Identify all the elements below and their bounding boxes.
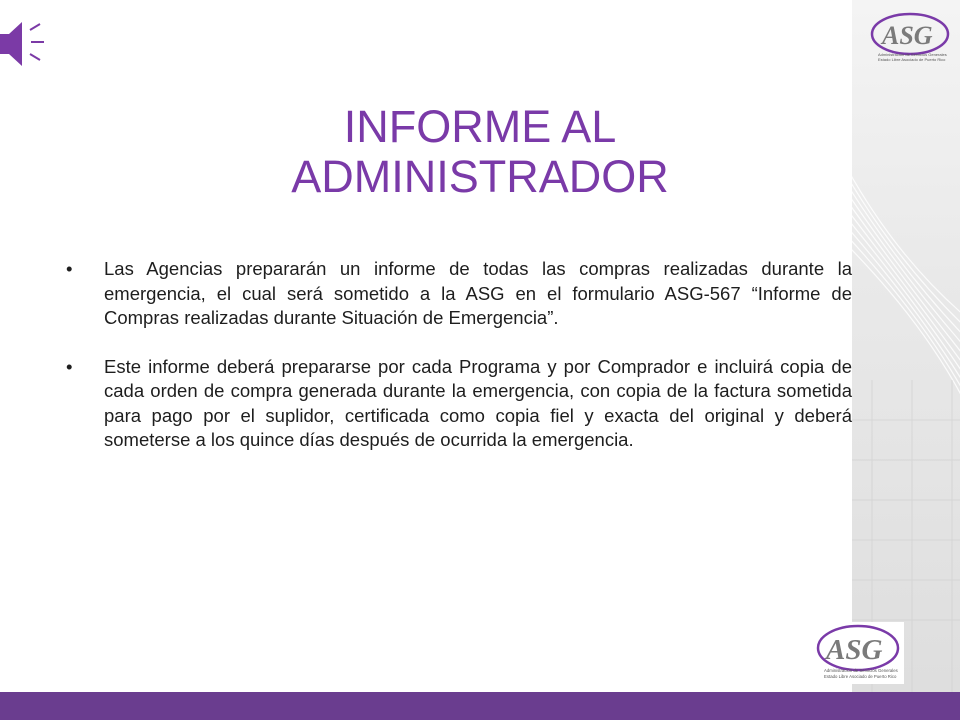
title-line-1: INFORME AL: [343, 101, 617, 152]
bullet-dot: •: [66, 355, 73, 377]
bottom-accent-bar: [0, 692, 960, 720]
logo-subtitle-2: Estado Libre Asociado de Puerto Rico: [824, 674, 897, 679]
logo-letters: ASG: [826, 634, 883, 666]
decorative-wave-lines: [852, 0, 960, 692]
logo-subtitle-2: Estado Libre Asociado de Puerto Rico: [878, 57, 946, 62]
asg-logo-bottom: [812, 622, 904, 684]
speaker-icon[interactable]: [0, 20, 50, 68]
asg-logo-top: [868, 10, 952, 66]
side-decorative-panel: [852, 0, 960, 692]
bullet-text: Este informe deberá prepararse por cada Programa y por Comprador e incluirá copia de cada orden de compra generada durante la emergencia, con copia de la factura sometida para pago por el suplidor, certificada como copia fiel y exacta del original y deberá someterse a los quince días después de ocurrida la emergencia.: [104, 355, 852, 450]
title-line-2: ADMINISTRADOR: [291, 151, 669, 202]
bullet-list: [66, 257, 852, 477]
bullet-dot: •: [66, 258, 73, 279]
bullet-item: [66, 257, 852, 331]
bullet-text: Las Agencias prepararán un informe de todas las compras realizadas durante la emergencia, el cual será sometido a la ASG en el formulario ASG-567 “Informe de Compras realizadas durante Situación de Emergencia”.: [104, 258, 852, 328]
logo-subtitle-1: Administración de Servicios Generales: [878, 52, 947, 57]
logo-subtitle-1: Administración de Servicios Generales: [824, 668, 898, 673]
bullet-item: [66, 355, 852, 453]
slide-title: [180, 102, 780, 202]
logo-letters: ASG: [882, 21, 933, 50]
